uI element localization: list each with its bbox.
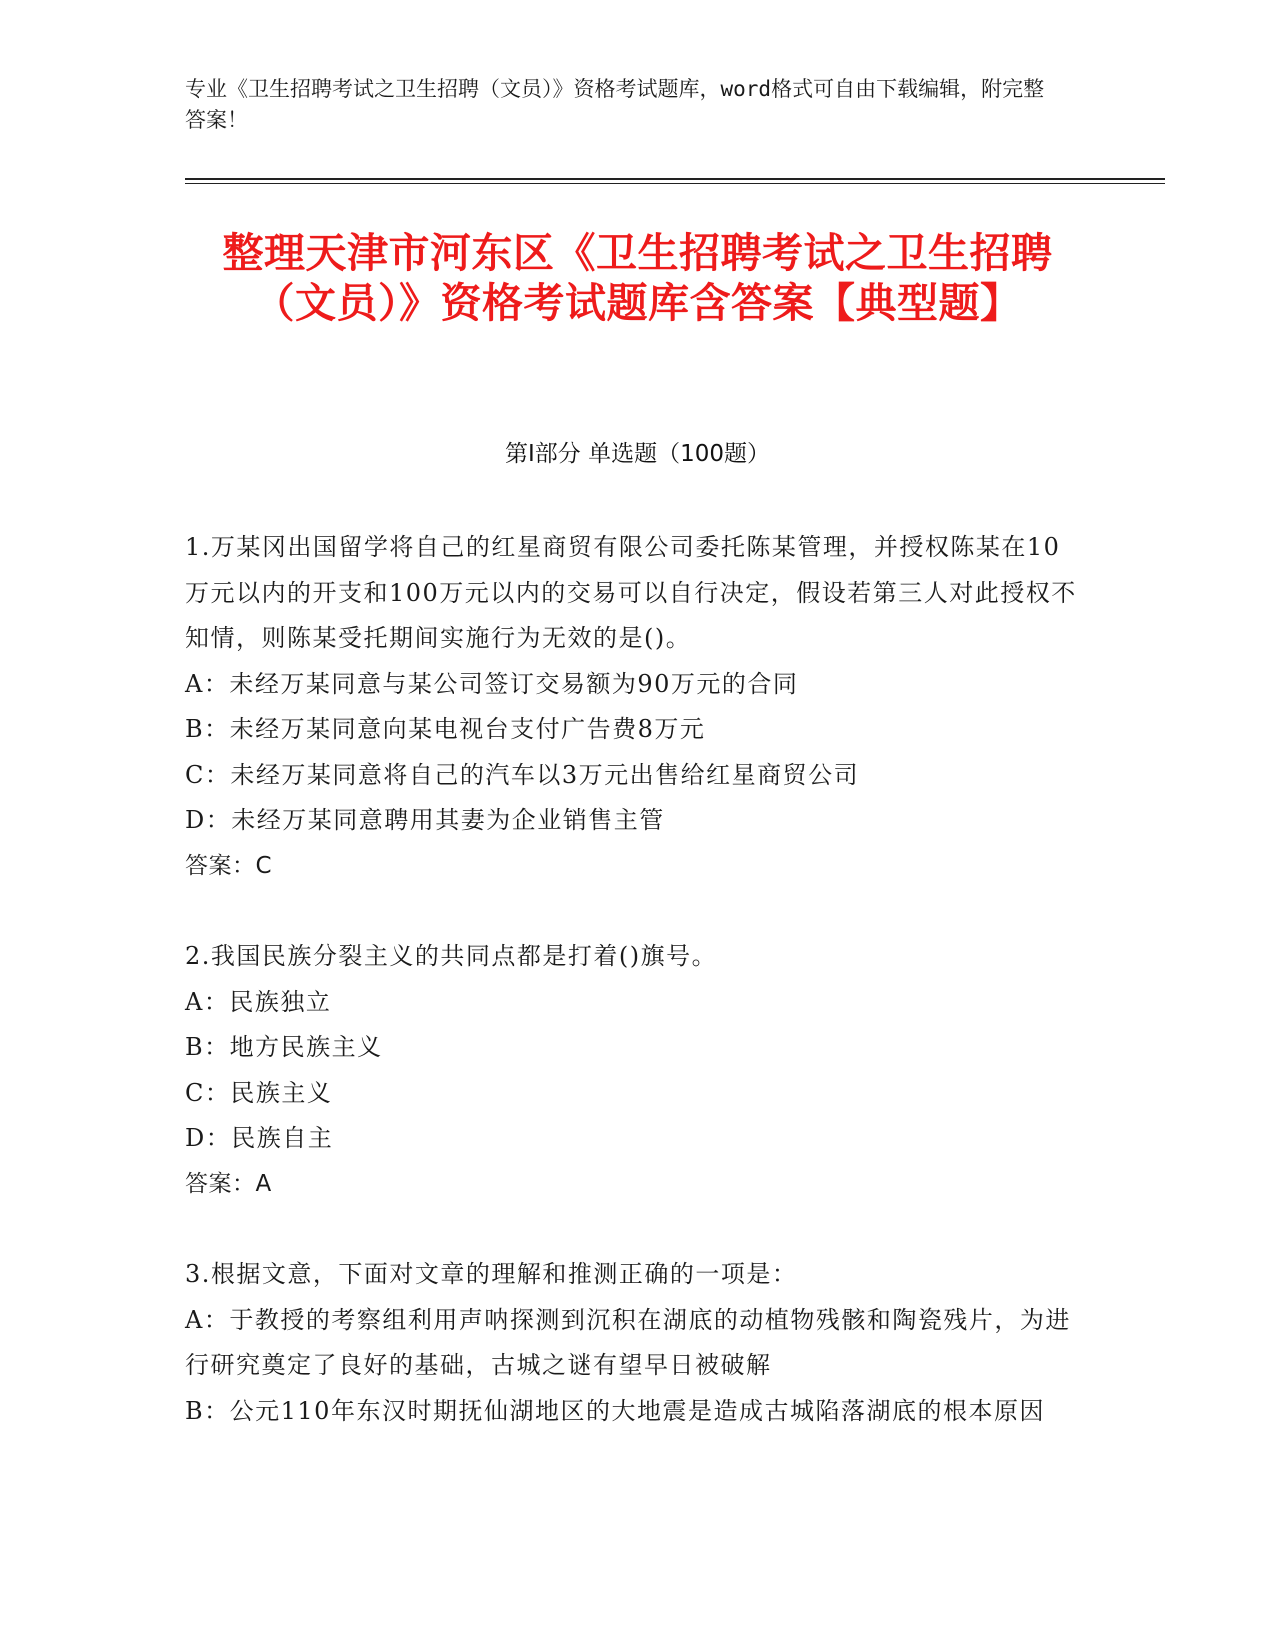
section-title: 第Ⅰ部分 单选题（100题）: [505, 441, 770, 467]
option-b: B：公元110年东汉时期抚仙湖地区的大地震是造成古城陷落湖底的根本原因: [185, 1396, 1045, 1425]
option-a: A：未经万某同意与某公司签订交易额为90万元的合同: [185, 669, 799, 698]
header-rule-thin: [185, 183, 1165, 184]
question-list: [185, 525, 1085, 1479]
question-stem: 1.万某冈出国留学将自己的红星商贸有限公司委托陈某管理，并授权陈某在10万元以内的开支和100万元以内的交易可以自行决定，假设若第三人对此授权不知情，则陈某受托期间实施行为无效的是()。: [185, 533, 1077, 652]
answer: 答案：A: [185, 1170, 272, 1197]
option-d: D：民族自主: [185, 1124, 334, 1152]
question-stem: 2.我国民族分裂主义的共同点都是打着()旗号。: [185, 942, 718, 970]
option-b: B：地方民族主义: [185, 1033, 383, 1061]
answer: 答案：C: [185, 852, 273, 879]
question-1: [185, 525, 1085, 889]
header-note: 专业《卫生招聘考试之卫生招聘（文员）》资格考试题库，word格式可自由下载编辑，附完整答案！: [185, 77, 1045, 132]
document-title: 整理天津市河东区《卫生招聘考试之卫生招聘（文员）》资格考试题库含答案【典型题】: [222, 229, 1053, 327]
option-c: C：民族主义: [185, 1078, 333, 1107]
header-rule-thick: [185, 178, 1165, 180]
option-a: A：民族独立: [185, 987, 332, 1016]
option-d: D：未经万某同意聘用其妻为企业销售主管: [185, 806, 665, 834]
question-2: [185, 934, 1085, 1207]
option-c: C：未经万某同意将自己的汽车以3万元出售给红星商贸公司: [185, 760, 860, 789]
option-b: B：未经万某同意向某电视台支付广告费8万元: [185, 715, 706, 743]
question-stem: 3.根据文意，下面对文章的理解和推测正确的一项是：: [185, 1260, 798, 1288]
question-3: [185, 1252, 1085, 1434]
option-a: A：于教授的考察组利用声呐探测到沉积在湖底的动植物残骸和陶瓷残片，为进行研究奠定了良好的基础，古城之谜有望早日被破解: [185, 1305, 1071, 1379]
